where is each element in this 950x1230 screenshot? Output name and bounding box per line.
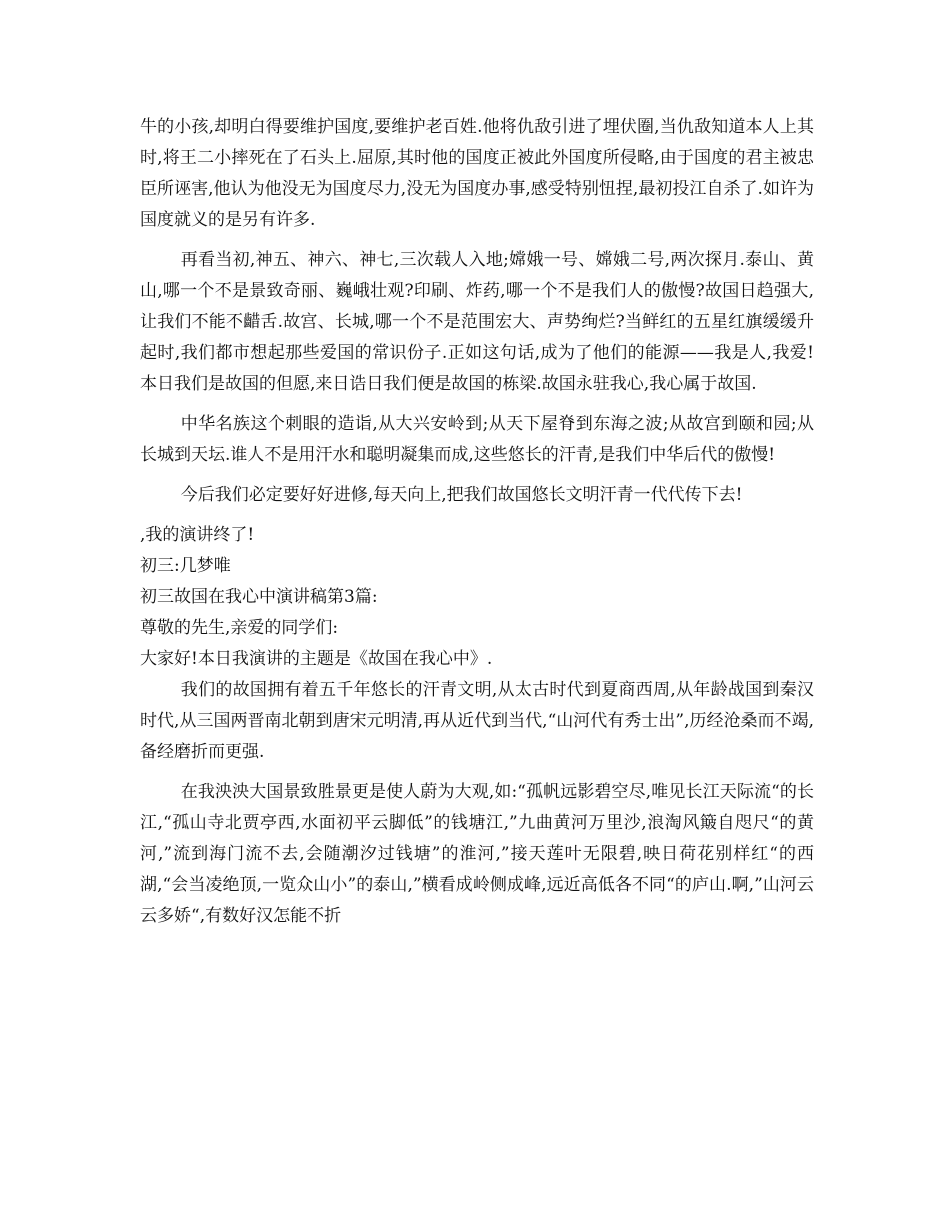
author-line: 初三:几梦唯 [140, 556, 231, 576]
paragraph: 再看当初,神五、神六、神七,三次载人入地;嫦娥一号、嫦娥二号,两次探月.泰山、黄山,哪一个不是景致奇丽、巍峨壮观?印刷、炸药,哪一个不是我们人的傲慢?故国日趋强大,让我们不能不齰舌.故宫、长城,哪一个不是范围宏大、声势绚烂?当鲜红的五星红旗缓缓升起时,我们都市想起那些爱国的常识份子.正如这句话,成为了他们的能源——我是人,我爱!本日我们是故国的但愿,来日诰日我们便是故国的栋梁.故国永驻我心,我心属于故国. [140, 250, 814, 394]
paragraph: 今后我们必定要好好进修,每天向上,把我们故国悠长文明汗青一代代传下去! [180, 485, 743, 505]
closing-line: ,我的演讲终了! [140, 525, 255, 545]
paragraph: 牛的小孩,却明白得要维护国度,要维护老百姓.他将仇敌引进了埋伏圈,当仇敌知道本人上其时,将王二小摔死在了石头上.屈原,其时他的国度正被此外国度所侵略,由于国度的君主被忠臣所诬害,他认为他没无为国度尽力,没无为国度办事,感受特别忸捏,最初投江自杀了.如许为国度就义的是另有许多. [140, 117, 814, 230]
paragraph: 在我泱泱大国景致胜景更是使人蔚为大观,如:“孤帆远影碧空尽,唯见长江天际流“的长江,“孤山寺北贾亭西,水面初平云脚低”的钱塘江,”九曲黄河万里沙,浪淘风簸自咫尺“的黄河,”流到海门流不去,会随潮汐过钱塘”的淮河,”接天莲叶无限碧,映日荷花别样红“的西湖,“会当凌绝顶,一览众山小”的泰山,”横看成岭侧成峰,远近高低各不同“的庐山.啊,”山河云云多娇“,有数好汉怎能不折 [140, 782, 814, 926]
greeting-line: 大家好!本日我演讲的主题是《故国在我心中》. [140, 649, 493, 669]
paragraph: 我们的故国拥有着五千年悠长的汗青文明,从太古时代到夏商西周,从年龄战国到秦汉时代,从三国两晋南北朝到唐宋元明清,再从近代到当代,“山河代有秀士出”,历经沧桑而不竭,备经磨折而更强. [140, 680, 814, 762]
paragraph: 中华名族这个刺眼的造诣,从大兴安岭到;从天下屋脊到东海之波;从故宫到颐和园;从长城到天坛.谁人不是用汗水和聪明凝集而成,这些悠长的汗青,是我们中华后代的傲慢! [140, 414, 814, 465]
section-heading: 初三故国在我心中演讲稿第3篇: [140, 587, 378, 607]
salutation: 尊敬的先生,亲爱的同学们: [140, 618, 339, 638]
document-body [140, 112, 814, 932]
